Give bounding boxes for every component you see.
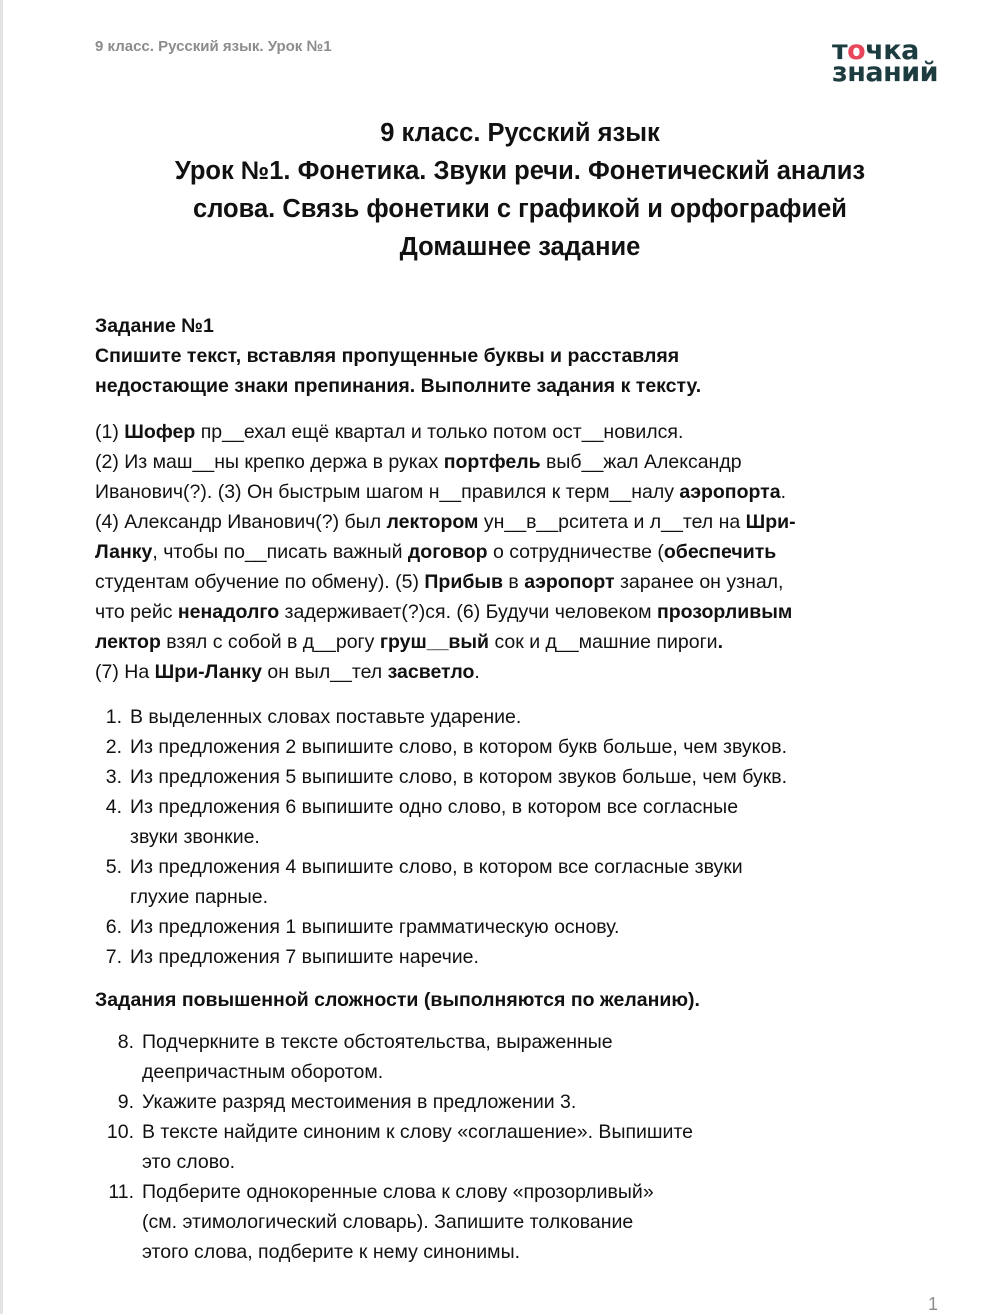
text-run: . bbox=[780, 481, 786, 503]
task-text: звуки звонкие. bbox=[130, 826, 260, 848]
text-line bbox=[95, 447, 955, 477]
task-text: деепричастным оборотом. bbox=[142, 1061, 384, 1083]
highlighted-word: лектором bbox=[386, 511, 479, 533]
task-instruction: Спишите текст, вставляя пропущенные буквы и расставляя bbox=[95, 345, 680, 367]
task-1-heading bbox=[95, 311, 955, 401]
task-number: Задание №1 bbox=[95, 315, 214, 337]
list-number: 2. bbox=[105, 736, 122, 758]
text-line bbox=[95, 507, 955, 537]
task-instruction: недостающие знаки препинания. Выполните задания к тексту. bbox=[95, 375, 702, 397]
task-text: Из предложения 5 выпишите слово, в котором звуков больше, чем букв. bbox=[130, 766, 788, 788]
text-run: . bbox=[474, 661, 480, 683]
text-run: (7) На bbox=[95, 661, 155, 683]
task-text: Из предложения 6 выпишите одно слово, в котором все согласные bbox=[130, 796, 739, 818]
task-item-9 bbox=[95, 1087, 955, 1117]
list-number: 3. bbox=[105, 766, 122, 788]
highlighted-word: засветло bbox=[387, 661, 475, 683]
task-item-8 bbox=[95, 1027, 955, 1087]
page-number: 1 bbox=[928, 1294, 939, 1314]
logo-line-2: знаний bbox=[832, 57, 939, 88]
logo-text: чка bbox=[865, 35, 919, 66]
text-run: (2) Из маш__ны крепко держа в руках bbox=[95, 451, 444, 473]
task-text: Подчеркните в тексте обстоятельства, выраженные bbox=[142, 1031, 613, 1053]
task-list bbox=[95, 702, 955, 972]
title-line: Урок №1. Фонетика. Звуки речи. Фонетический анализ bbox=[174, 157, 866, 185]
text-run: (4) Александр Иванович(?) был bbox=[95, 511, 387, 533]
task-text: Укажите разряд местоимения в предложении 3. bbox=[142, 1091, 577, 1113]
highlighted-word: ненадолго bbox=[177, 601, 280, 623]
task-item-10 bbox=[95, 1117, 955, 1177]
task-text: глухие парные. bbox=[130, 886, 269, 908]
list-number: 5. bbox=[105, 856, 122, 878]
text-run: пр__ехал ещё квартал и только потом ост__новился. bbox=[195, 421, 684, 443]
title-line: Домашнее задание bbox=[399, 233, 641, 261]
text-run: Иванович(?). (3) Он быстрым шагом н__правился к терм__налу bbox=[95, 481, 680, 503]
task-text: Из предложения 2 выпишите слово, в котором букв больше, чем звуков. bbox=[130, 736, 788, 758]
task-text: этого слова, подберите к нему синонимы. bbox=[142, 1241, 521, 1263]
exercise-text bbox=[95, 417, 955, 687]
text-line bbox=[95, 657, 955, 687]
highlighted-word: . bbox=[717, 631, 723, 653]
text-run: сок и д__машние пироги bbox=[489, 631, 718, 653]
advanced-tasks-heading: Задания повышенной сложности (выполняются по желанию). bbox=[95, 989, 700, 1011]
text-run: он выл__тел bbox=[262, 661, 388, 683]
task-item-5 bbox=[95, 852, 955, 912]
logo-text: т bbox=[832, 35, 848, 66]
task-text: Из предложения 1 выпишите грамматическую основу. bbox=[130, 916, 620, 938]
task-item-7 bbox=[95, 942, 955, 972]
highlighted-word: Ланку bbox=[95, 541, 153, 563]
task-text: (см. этимологический словарь). Запишите толкование bbox=[142, 1211, 634, 1233]
title-line: 9 класс. Русский язык bbox=[380, 119, 660, 147]
text-line bbox=[95, 627, 955, 657]
list-number: 10. bbox=[106, 1121, 134, 1143]
task-item-6 bbox=[95, 912, 955, 942]
text-line bbox=[95, 417, 955, 447]
text-line bbox=[95, 537, 955, 567]
list-number: 9. bbox=[117, 1091, 134, 1113]
text-run: в bbox=[503, 571, 525, 593]
highlighted-word: Шофер bbox=[124, 421, 196, 443]
text-run: выб__жал Александр bbox=[540, 451, 742, 473]
text-run: о сотрудничестве ( bbox=[487, 541, 664, 563]
text-line bbox=[95, 597, 955, 627]
text-line bbox=[95, 567, 955, 597]
task-text: В выделенных словах поставьте ударение. bbox=[130, 706, 522, 728]
page-left-border bbox=[0, 0, 3, 1314]
highlighted-word: аэропорта bbox=[679, 481, 781, 503]
task-item-11 bbox=[95, 1177, 955, 1267]
title-line: слова. Связь фонетики с графикой и орфографией bbox=[193, 195, 847, 223]
task-text: Из предложения 7 выпишите наречие. bbox=[130, 946, 479, 968]
task-item-2 bbox=[95, 732, 955, 762]
document-header: 9 класс. Русский язык. Урок №1 bbox=[95, 38, 332, 55]
advanced-task-list bbox=[95, 1027, 955, 1267]
text-run: ун__в__рситета и л__тел на bbox=[478, 511, 746, 533]
text-run: что рейс bbox=[95, 601, 178, 623]
list-number: 7. bbox=[105, 946, 122, 968]
text-run: заранее он узнал, bbox=[614, 571, 784, 593]
highlighted-word: договор bbox=[407, 541, 488, 563]
task-item-1 bbox=[95, 702, 955, 732]
list-number: 1. bbox=[105, 706, 122, 728]
highlighted-word: обеспечить bbox=[663, 541, 777, 563]
highlighted-word: груш__вый bbox=[379, 631, 490, 653]
highlighted-word: прозорливым bbox=[656, 601, 793, 623]
list-number: 8. bbox=[117, 1031, 134, 1053]
logo-accent-letter: о bbox=[847, 35, 866, 66]
highlighted-word: портфель bbox=[443, 451, 541, 473]
highlighted-word: Шри-Ланку bbox=[154, 661, 262, 683]
highlighted-word: лектор bbox=[95, 631, 161, 653]
task-text: В тексте найдите синоним к слову «соглашение». Выпишите bbox=[142, 1121, 693, 1143]
tochka-znaniy-logo bbox=[832, 35, 957, 96]
task-text: это слово. bbox=[142, 1151, 236, 1173]
text-run: взял с собой в д__рогу bbox=[160, 631, 380, 653]
text-run: задерживает(?)ся. (6) Будучи человеком bbox=[279, 601, 657, 623]
task-text: Подберите однокоренные слова к слову «прозорливый» bbox=[142, 1181, 654, 1203]
text-run: (1) bbox=[95, 421, 125, 443]
task-item-4 bbox=[95, 792, 955, 852]
text-run: студентам обучение по обмену). (5) bbox=[95, 571, 425, 593]
text-run: , чтобы по__писать важный bbox=[152, 541, 408, 563]
task-item-3 bbox=[95, 762, 955, 792]
list-number: 6. bbox=[105, 916, 122, 938]
list-number: 11. bbox=[108, 1181, 134, 1203]
page-title bbox=[95, 114, 945, 266]
highlighted-word: Прибыв bbox=[424, 571, 504, 593]
highlighted-word: аэропорт bbox=[524, 571, 615, 593]
list-number: 4. bbox=[105, 796, 122, 818]
text-line bbox=[95, 477, 955, 507]
highlighted-word: Шри- bbox=[745, 511, 796, 533]
task-text: Из предложения 4 выпишите слово, в котором все согласные звуки bbox=[130, 856, 743, 878]
